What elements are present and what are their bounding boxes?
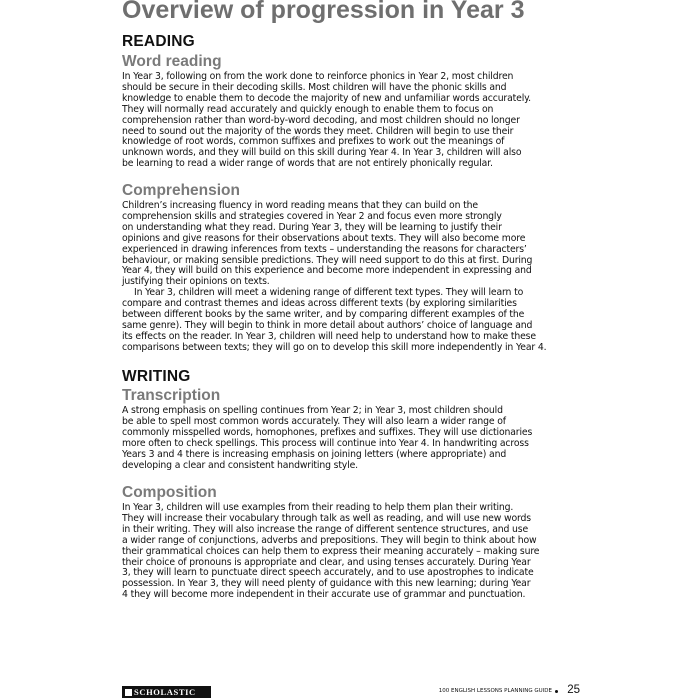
text-line: behaviour, or making sensible predictions. They will need support to do this at first. During bbox=[122, 254, 533, 266]
publisher-name: SCHOLASTIC bbox=[134, 687, 196, 697]
text-line: on understanding what they read. During Year 3, they will be learning to justify their bbox=[122, 221, 502, 233]
reading-heading: READING bbox=[122, 33, 195, 50]
text-line: same genre). They will begin to think in more detail about authors’ choice of language and bbox=[122, 319, 533, 331]
text-line: In Year 3, children will meet a widening range of different text types. They will learn to bbox=[134, 287, 524, 298]
text-line: its effects on the reader. In Year 3, children will need help to understand how to make these bbox=[122, 330, 536, 342]
text-line: compare and contrast themes and ideas across different texts (by exploring similarities bbox=[122, 297, 517, 309]
text-line: comparisons between texts; they will go on to develop this skill more independently in Year 4. bbox=[122, 341, 547, 353]
text-line: experienced in drawing inferences from texts – understanding the reasons for characters’ bbox=[122, 243, 527, 255]
book-title: 100 ENGLISH LESSONS PLANNING GUIDE bbox=[438, 688, 552, 694]
page-number: 25 bbox=[567, 684, 580, 696]
text-line: Years 3 and 4 there is increasing emphasis on joining letters (where appropriate) and bbox=[122, 448, 507, 460]
comprehension-paragraph-1 bbox=[122, 201, 564, 288]
text-line: in their writing. They will also increase the range of different sentence structures, and use bbox=[122, 523, 529, 535]
text-line: A strong emphasis on spelling continues from Year 2; in Year 3, most children should bbox=[122, 405, 503, 416]
text-line: They will normally read accurately and quickly enough to enable them to focus on bbox=[122, 103, 494, 115]
comprehension-paragraph-2 bbox=[122, 288, 564, 353]
text-line: They will increase their vocabulary through talk as well as reading, and will use new words bbox=[122, 512, 531, 524]
text-line: be able to spell most common words accurately. They will also learn a wider range of bbox=[122, 415, 506, 427]
comprehension-title: Comprehension bbox=[122, 182, 240, 199]
text-line: comprehension skills and strategies covered in Year 2 and focus even more strongly bbox=[122, 210, 502, 222]
text-line: unknown words, and they will build on this skill during Year 4. In Year 3, children will also bbox=[122, 147, 522, 159]
text-line: knowledge of root words, common suffixes and prefixes to work out the meanings of bbox=[122, 136, 505, 148]
scholastic-logo-icon bbox=[125, 689, 132, 696]
text-line: 4 they will become more independent in their accurate use of grammar and punctuation. bbox=[122, 589, 526, 601]
text-line: justifying their opinions on texts. bbox=[122, 276, 270, 288]
text-line: knowledge to enable them to decode the majority of new and unfamiliar words accurately. bbox=[122, 92, 531, 104]
bullet-separator-icon bbox=[555, 690, 558, 693]
composition-title: Composition bbox=[122, 484, 217, 501]
text-line: their grammatical choices can help them to express their meaning accurately – making sure bbox=[122, 545, 540, 557]
text-line: Children’s increasing fluency in word reading means that they can build on the bbox=[122, 200, 478, 211]
transcription-paragraph bbox=[122, 406, 564, 471]
text-line: between different books by the same writer, and by comparing different examples of the bbox=[122, 308, 525, 320]
text-line: In Year 3, following on from the work done to reinforce phonics in Year 2, most children bbox=[122, 71, 514, 82]
scholastic-logo bbox=[122, 686, 211, 698]
text-line: opinions and give reasons for their observations about texts. They will also become more bbox=[122, 232, 526, 244]
text-line: should be secure in their decoding skills. Most children will have the phonic skills and bbox=[122, 81, 507, 93]
text-line: Year 4, they will build on this experience and become more independent in expressing and bbox=[122, 265, 532, 277]
word-reading-title: Word reading bbox=[122, 53, 222, 70]
text-line: comprehension rather than word-by-word decoding, and most children should no longer bbox=[122, 114, 520, 126]
transcription-title: Transcription bbox=[122, 387, 221, 404]
word-reading-paragraph bbox=[122, 72, 564, 170]
text-line: their choice of pronouns is appropriate and clear, and using tenses accurately. During Year bbox=[122, 556, 531, 568]
writing-heading: WRITING bbox=[122, 368, 191, 385]
text-line: developing a clear and consistent handwriting style. bbox=[122, 459, 358, 471]
text-line: be learning to read a wider range of words that are not entirely phonically regular. bbox=[122, 158, 493, 170]
text-line: need to sound out the majority of the words they meet. Children will begin to use their bbox=[122, 125, 514, 137]
text-line: possession. In Year 3, they will need plenty of guidance with this new learning; during Year bbox=[122, 578, 531, 590]
composition-paragraph bbox=[122, 503, 564, 601]
text-line: 3, they will learn to punctuate direct speech accurately, and to use apostrophes to indicate bbox=[122, 567, 534, 579]
text-line: commonly misspelled words, homophones, prefixes and suffixes. They will use dictionaries bbox=[122, 426, 533, 438]
text-line: a wider range of conjunctions, adverbs and prepositions. They will begin to think about how bbox=[122, 534, 537, 546]
text-line: more often to check spellings. This process will continue into Year 4. In handwriting across bbox=[122, 437, 529, 449]
page-title: Overview of progression in Year 3 bbox=[122, 0, 525, 24]
page-footer bbox=[122, 683, 580, 700]
text-line: In Year 3, children will use examples from their reading to help them plan their writing. bbox=[122, 502, 514, 513]
